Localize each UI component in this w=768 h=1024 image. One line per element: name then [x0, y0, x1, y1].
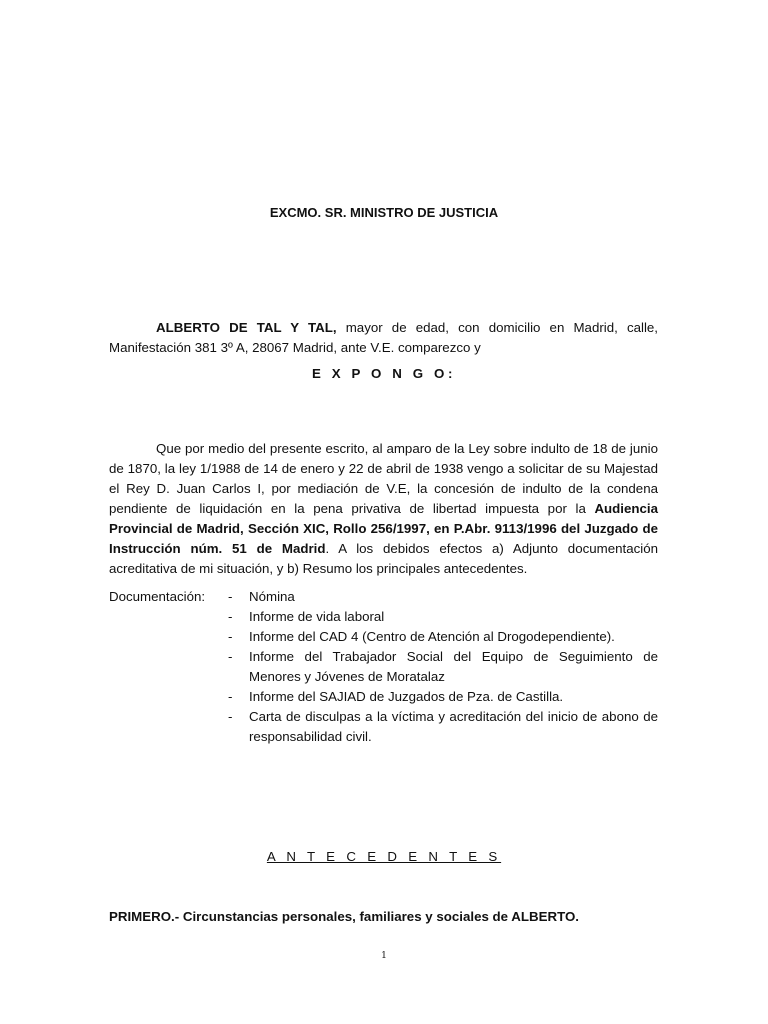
applicant-name: ALBERTO DE TAL Y TAL,: [156, 320, 337, 336]
list-item-text: Informe del CAD 4 (Centro de Atención al Drogodependiente).: [249, 629, 615, 644]
intro-text: mayor de edad, con domicilio en Madrid, calle, Manifestación 381 3º A, 28067 Madrid, ante V.E. comparezco y: [109, 320, 658, 356]
body-text-part2: . A los debidos efectos a) Adjunto documentación acreditativa de mi situación, y b) Resumo los principales antecedentes.: [109, 541, 658, 577]
antecedentes-heading-text: A N T E C E D E N T E S: [266, 849, 502, 864]
bullet-dash: -: [228, 589, 233, 604]
list-item: [228, 587, 658, 607]
list-item: [228, 707, 658, 747]
list-item: [228, 647, 658, 687]
body-text-part1: Que por medio del presente escrito, al amparo de la Ley sobre indulto de 18 de junio de 1870, la ley 1/1988 de 14 de enero y 22 de abril de 1938 vengo a solicitar de su Majestad el Rey D. Juan Carlos I, por mediación de V.E, la concesión de indulto de la condena pendiente de liquidación en la pena privativa de libertad impuesta por la: [109, 441, 658, 517]
list-item: [228, 607, 658, 627]
list-item-text: Carta de disculpas a la víctima y acreditación del inicio de abono de responsabilidad civil.: [249, 709, 658, 744]
body-paragraph: [109, 439, 658, 579]
documentation-label: Documentación:: [109, 589, 206, 604]
page-number: 1: [381, 951, 387, 961]
list-item-text: Informe del Trabajador Social del Equipo de Seguimiento de Menores y Jóvenes de Moratalaz: [249, 649, 658, 684]
bullet-dash: -: [228, 689, 233, 704]
antecedentes-heading: [0, 849, 768, 864]
list-item: [228, 627, 658, 647]
list-item-text: Nómina: [249, 589, 295, 604]
bullet-dash: -: [228, 709, 233, 724]
intro-paragraph: [109, 318, 658, 358]
list-item: [228, 687, 658, 707]
expongo-heading: E X P O N G O:: [312, 366, 456, 381]
addressee-heading: EXCMO. SR. MINISTRO DE JUSTICIA: [269, 205, 499, 220]
bullet-dash: -: [228, 649, 233, 664]
section-title: PRIMERO.- Circunstancias personales, familiares y sociales de ALBERTO.: [109, 909, 579, 924]
documentation-list: [228, 587, 658, 747]
list-item-text: Informe de vida laboral: [249, 609, 385, 624]
list-item-text: Informe del SAJIAD de Juzgados de Pza. de Castilla.: [249, 689, 564, 704]
court-reference: Audiencia Provincial de Madrid, Sección XIC, Rollo 256/1997, en P.Abr. 9113/1996 del Juzgado de Instrucción núm. 51 de Madrid: [109, 501, 658, 557]
bullet-dash: -: [228, 629, 233, 644]
bullet-dash: -: [228, 609, 233, 624]
